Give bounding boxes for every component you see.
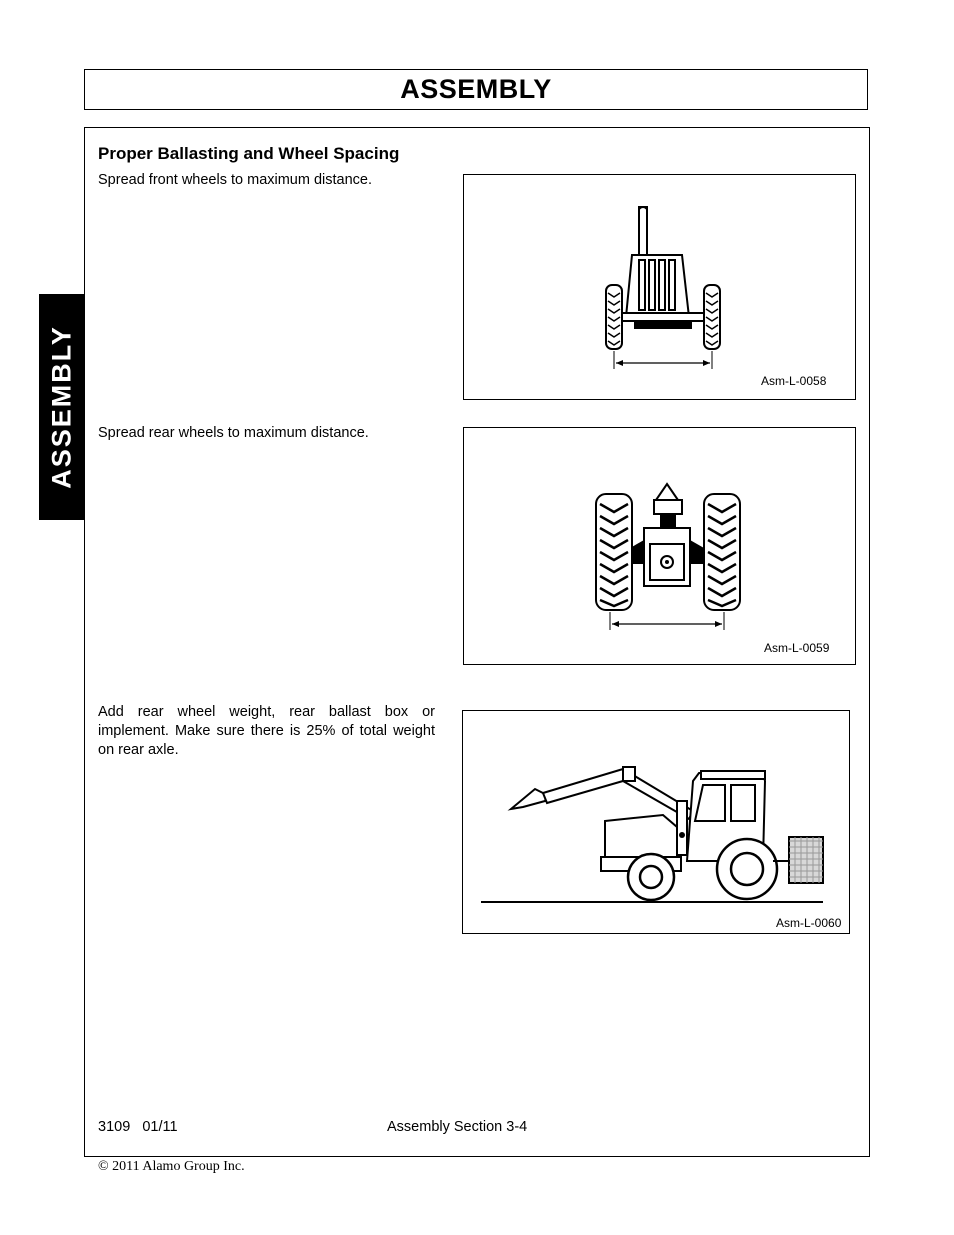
figure-front-wheels	[463, 174, 856, 400]
paragraph-front-wheels: Spread front wheels to maximum distance.	[98, 172, 373, 188]
loader-tractor-illustration	[463, 711, 849, 933]
figure-label: Asm-L-0059	[764, 641, 830, 655]
rear-tractor-illustration	[464, 428, 855, 664]
section-title: Proper Ballasting and Wheel Spacing	[98, 144, 400, 163]
figure-label: Asm-L-0058	[761, 374, 827, 388]
paragraph-rear-wheels: Spread rear wheels to maximum distance.	[98, 425, 369, 441]
figure-label: Asm-L-0060	[776, 916, 842, 930]
front-tractor-illustration	[464, 175, 855, 399]
figure-ballast	[462, 710, 850, 934]
footer-doc-number: 3109 01/11	[98, 1119, 178, 1135]
paragraph-ballast: Add rear wheel weight, rear ballast box or implement. Make sure there is 25% of total weight on rear axle.	[98, 704, 435, 758]
figure-rear-wheels	[463, 427, 856, 665]
copyright: © 2011 Alamo Group Inc.	[98, 1159, 245, 1174]
page-header	[84, 69, 868, 110]
page-title: ASSEMBLY	[400, 74, 552, 104]
side-tab	[39, 294, 84, 520]
side-tab-label: ASSEMBLY	[46, 325, 76, 489]
footer-section: Assembly Section 3-4	[387, 1119, 528, 1135]
